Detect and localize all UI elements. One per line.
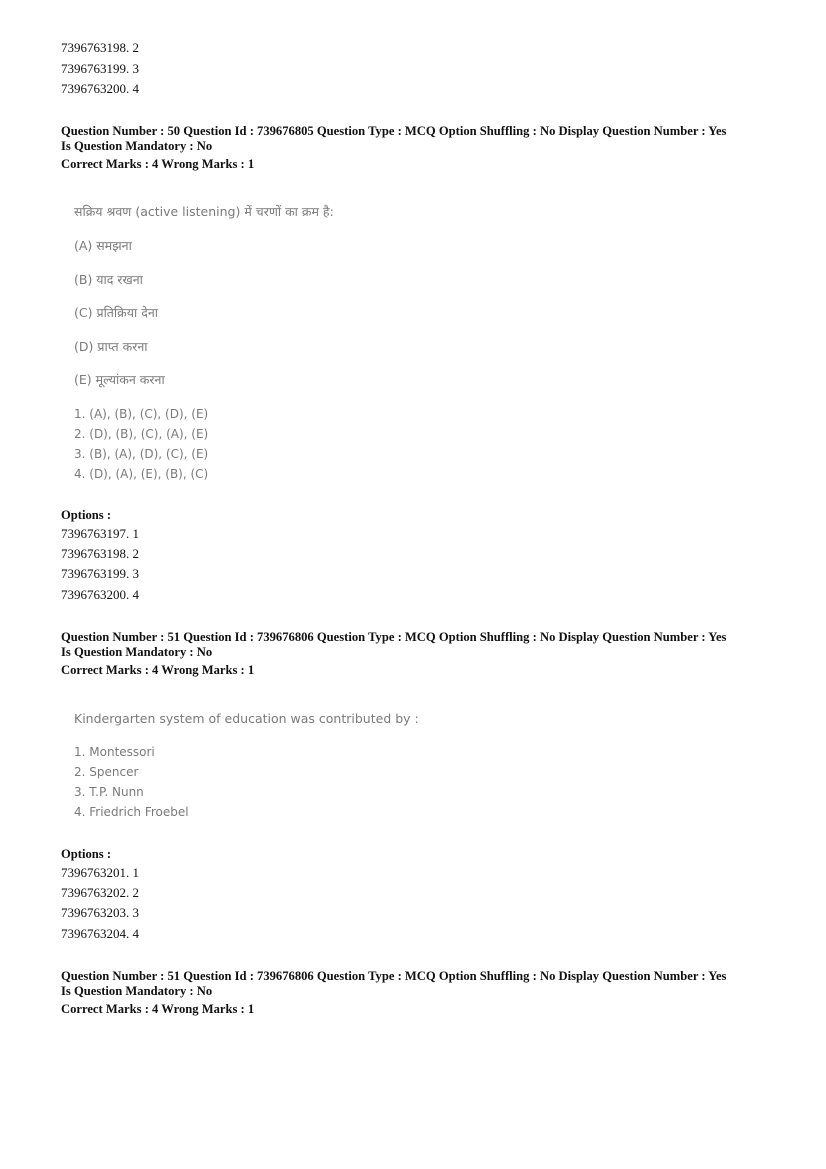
question-header: Question Number : 50 Question Id : 739676805 Question Type : MCQ Option Shuffling : No Display Question Number : Yes <box>61 124 727 138</box>
options-label: Options : <box>61 508 112 522</box>
statement-item: (E) मूल्यांकन करना <box>74 372 165 387</box>
choice-item: 1. (A), (B), (C), (D), (E) <box>74 407 209 421</box>
options-label: Options : <box>61 847 112 861</box>
option-line: 7396763202. 2 <box>61 885 139 900</box>
option-line: 7396763197. 1 <box>61 526 139 541</box>
option-line: 7396763199. 3 <box>61 61 139 76</box>
choice-item: 2. Spencer <box>74 765 139 779</box>
choice-item: 4. (D), (A), (E), (B), (C) <box>74 467 209 481</box>
choice-item: 3. T.P. Nunn <box>74 785 144 799</box>
question-header: Question Number : 51 Question Id : 739676806 Question Type : MCQ Option Shuffling : No Display Question Number : Yes <box>61 969 727 983</box>
option-line: 7396763199. 3 <box>61 566 139 581</box>
question-header: Question Number : 51 Question Id : 739676806 Question Type : MCQ Option Shuffling : No Display Question Number : Yes <box>61 630 727 644</box>
option-line: 7396763198. 2 <box>61 546 139 561</box>
question-marks: Correct Marks : 4 Wrong Marks : 1 <box>61 663 255 677</box>
statement-item: (A) समझना <box>74 238 132 253</box>
question-mandatory: Is Question Mandatory : No <box>61 984 213 998</box>
choice-item: 1. Montessori <box>74 745 155 759</box>
option-line: 7396763200. 4 <box>61 587 139 602</box>
question-marks: Correct Marks : 4 Wrong Marks : 1 <box>61 157 255 171</box>
question-mandatory: Is Question Mandatory : No <box>61 645 213 659</box>
statement-item: (C) प्रतिक्रिया देना <box>74 305 159 320</box>
choice-item: 3. (B), (A), (D), (C), (E) <box>74 447 209 461</box>
option-line: 7396763200. 4 <box>61 81 139 96</box>
statement-item: (D) प्राप्त करना <box>74 339 148 354</box>
question-text: सक्रिय श्रवण (active listening) में चरणों का क्रम है: <box>74 204 334 219</box>
option-line: 7396763198. 2 <box>61 40 139 55</box>
question-mandatory: Is Question Mandatory : No <box>61 139 213 153</box>
option-line: 7396763203. 3 <box>61 905 139 920</box>
option-line: 7396763201. 1 <box>61 865 139 880</box>
choice-item: 2. (D), (B), (C), (A), (E) <box>74 427 209 441</box>
question-marks: Correct Marks : 4 Wrong Marks : 1 <box>61 1002 255 1016</box>
question-text: Kindergarten system of education was contributed by : <box>74 711 419 726</box>
statement-item: (B) याद रखना <box>74 272 143 287</box>
choice-item: 4. Friedrich Froebel <box>74 805 189 819</box>
option-line: 7396763204. 4 <box>61 926 139 941</box>
